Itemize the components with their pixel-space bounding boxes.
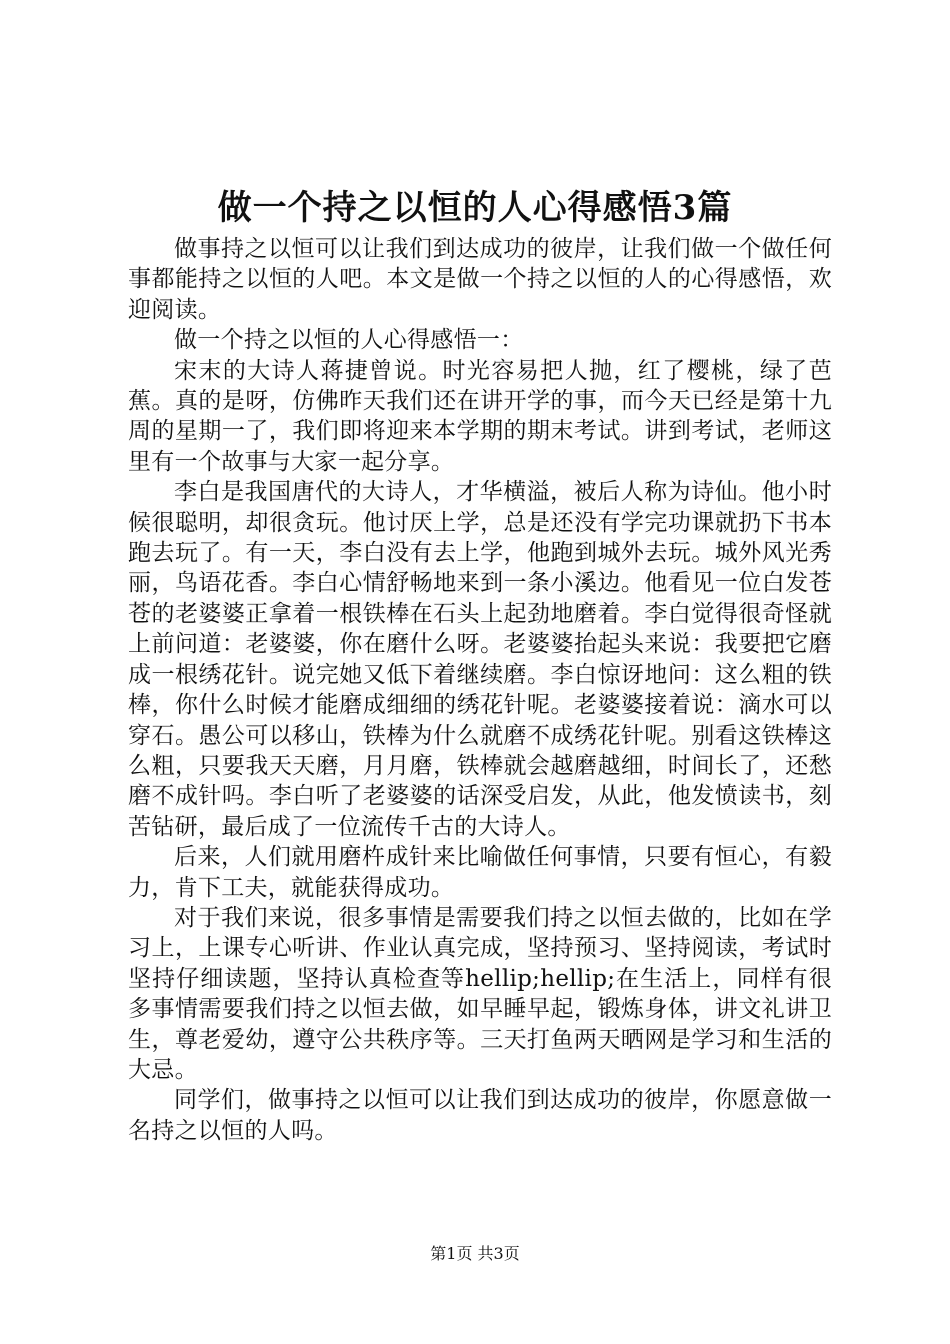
document-body [128, 234, 832, 1146]
section-heading: 做一个持之以恒的人心得感悟一： [174, 327, 524, 354]
paragraph-intro: 做事持之以恒可以让我们到达成功的彼岸，让我们做一个做任何事都能持之以恒的人吧。本文是做一个持之以恒的人的心得感悟，欢迎阅读。 [128, 236, 832, 323]
paragraph: 宋末的大诗人蒋捷曾说。时光容易把人抛，红了樱桃，绿了芭蕉。真的是呀，仿佛昨天我们还在讲开学的事，而今天已经是第十九周的星期一了，我们即将迎来本学期的期末考试。讲到考试，老师这里有一个故事与大家一起分享。 [128, 357, 832, 475]
page-number-footer: 第1页 共3页 [430, 1244, 520, 1263]
paragraph: 李白是我国唐代的大诗人，才华横溢，被后人称为诗仙。他小时候很聪明，却很贪玩。他讨厌上学，总是还没有学完功课就扔下书本跑去玩了。有一天，李白没有去上学，他跑到城外去玩。城外风光秀丽，鸟语花香。李白心情舒畅地来到一条小溪边。他看见一位白发苍苍的老婆婆正拿着一根铁棒在石头上起劲地磨着。李白觉得很奇怪就上前问道：老婆婆，你在磨什么呀。老婆婆抬起头来说：我要把它磨成一根绣花针。说完她又低下着继续磨。李白惊讶地问：这么粗的铁棒，你什么时候才能磨成细细的绣花针呢。老婆婆接着说：滴水可以穿石。愚公可以移山，铁棒为什么就磨不成绣花针呢。别看这铁棒这么粗，只要我天天磨，月月磨，铁棒就会越磨越细，时间长了，还愁磨不成针吗。李白听了老婆婆的话深受启发，从此，他发愤读书，刻苦钻研，最后成了一位流传千古的大诗人。 [128, 479, 832, 840]
document-title: 做一个持之以恒的人心得感悟3篇 [217, 188, 733, 228]
paragraph: 后来，人们就用磨杵成针来比喻做任何事情，只要有恒心，有毅力，肯下工夫，就能获得成功。 [128, 844, 832, 901]
paragraph: 对于我们来说，很多事情是需要我们持之以恒去做的，比如在学习上，上课专心听讲、作业认真完成，坚持预习、坚持阅读，考试时坚持仔细读题，坚持认真检查等hellip;hellip;在生活上，同样有很多事情需要我们持之以恒去做，如早睡早起，锻炼身体，讲文礼讲卫生，尊老爱幼，遵守公共秩序等。三天打鱼两天晒网是学习和生活的大忌。 [128, 904, 832, 1083]
paragraph-closing: 同学们，做事持之以恒可以让我们到达成功的彼岸，你愿意做一名持之以恒的人吗。 [128, 1087, 832, 1144]
